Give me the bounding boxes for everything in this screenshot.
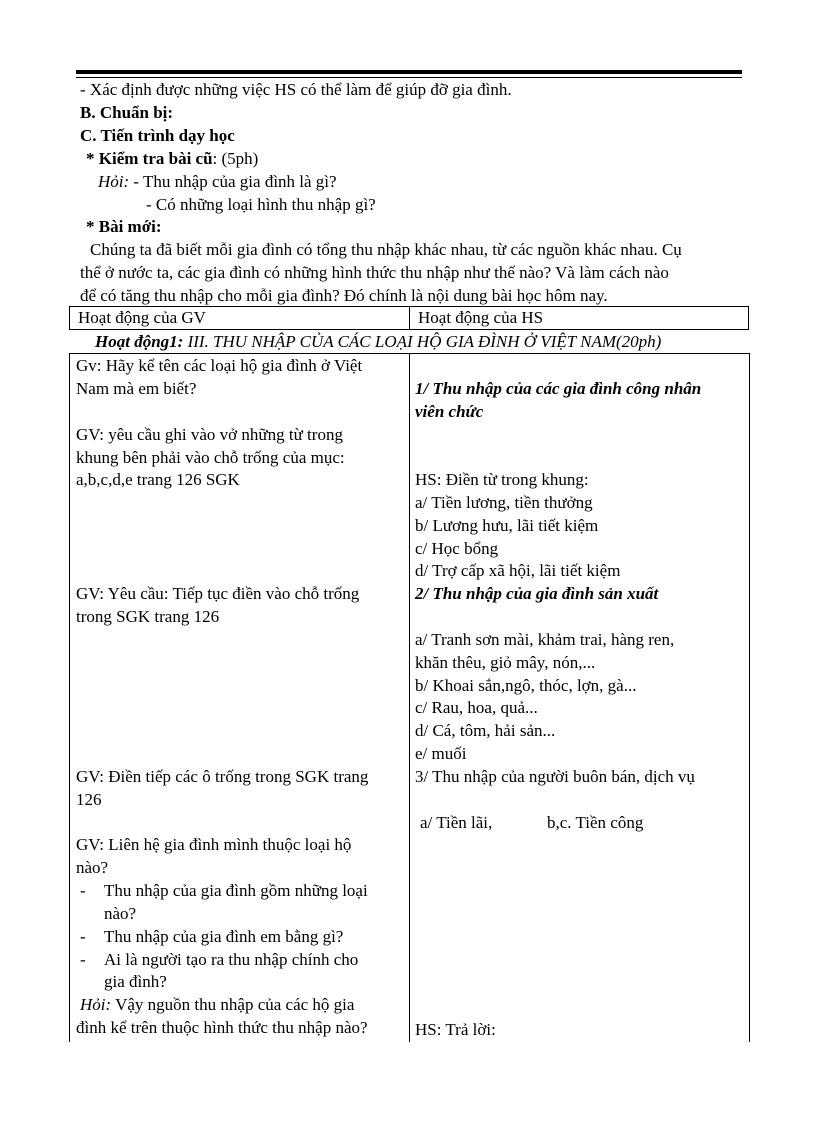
hs-answer-c: c/ Học bổng xyxy=(415,539,499,558)
check-time: : (5ph) xyxy=(212,149,259,168)
section-c-heading: C. Tiến trình dạy học xyxy=(80,126,235,145)
column-divider xyxy=(409,353,410,1042)
check-old-lesson xyxy=(86,148,258,170)
top-rule-thin xyxy=(76,77,742,78)
activity-label: Hoạt động1: xyxy=(95,332,184,351)
ask-final-label: Hỏi: xyxy=(80,995,112,1014)
bullet-dash: - xyxy=(80,927,86,946)
gv-relate-line-1: GV: Liên hệ gia đình mình thuộc loại hộ xyxy=(76,835,352,854)
objective-line: - Xác định được những việc HS có thể làm để giúp đỡ gia đình. xyxy=(80,80,512,99)
hs-answer-d: d/ Trợ cấp xã hội, lãi tiết kiệm xyxy=(415,561,621,580)
header-gv: Hoạt động của GV xyxy=(70,307,410,330)
gv-request-3-line-1: GV: Điền tiếp các ô trống trong SGK trang xyxy=(76,767,369,786)
hs-fill-instruction: HS: Điền từ trong khung: xyxy=(415,470,589,489)
hs-production-a: a/ Tranh sơn mài, khảm trai, hàng ren, xyxy=(415,630,675,649)
bullet-3-line-1: Ai là người tạo ra thu nhập chính cho xyxy=(104,950,359,969)
ask-final-line-2: đình kể trên thuộc hình thức thu nhập nào? xyxy=(76,1018,368,1037)
gv-request-1-line-1: GV: yêu cầu ghi vào vở những từ trong xyxy=(76,425,343,444)
gv-request-2-line-2: trong SGK trang 126 xyxy=(76,607,220,626)
hs-production-a-cont: khăn thêu, giỏ mây, nón,... xyxy=(415,653,596,672)
bullet-1-line-1: Thu nhập của gia đình gồm những loại xyxy=(104,881,368,900)
bullet-3-line-2: gia đình? xyxy=(104,972,167,991)
bullet-dash: - xyxy=(80,881,86,900)
section-b-heading: B. Chuẩn bị: xyxy=(80,103,174,122)
gv-question-1-line-1: Gv: Hãy kể tên các loại hộ gia đình ở Việt xyxy=(76,356,363,375)
intro-paragraph-line-1: Chúng ta đã biết mỗi gia đình có tổng thu nhập khác nhau, từ các nguồn khác nhau. Cụ xyxy=(90,240,682,259)
activity-title: III. THU NHẬP CỦA CÁC LOẠI HỘ GIA ĐÌNH Ở VIỆT NAM(20ph) xyxy=(183,332,662,351)
ask-label: Hỏi: xyxy=(98,172,130,191)
ask-final-text: Vậy nguồn thu nhập của các hộ gia xyxy=(111,995,355,1014)
gv-request-1-line-3: a,b,c,d,e trang 126 SGK xyxy=(76,470,240,489)
left-border xyxy=(69,353,70,1042)
hs-trade-a: a/ Tiền lãi, xyxy=(420,813,493,832)
gv-request-2-line-1: GV: Yêu cầu: Tiếp tục điền vào chỗ trống xyxy=(76,584,360,603)
ask-final xyxy=(80,994,354,1017)
gv-question-1-line-2: Nam mà em biết? xyxy=(76,379,197,398)
hs-answer-b: b/ Lương hưu, lãi tiết kiệm xyxy=(415,516,599,535)
hs-production-e: e/ muối xyxy=(415,744,467,763)
right-border xyxy=(749,353,750,1042)
top-rule xyxy=(76,70,742,74)
hs-production-c: c/ Rau, hoa, quả... xyxy=(415,698,538,717)
hs-answer-a: a/ Tiền lương, tiền thưởng xyxy=(415,493,593,512)
hs-answer-final: HS: Trả lời: xyxy=(415,1020,496,1039)
bullet-1-line-2: nào? xyxy=(104,904,137,923)
gv-request-3-line-2: 126 xyxy=(76,790,102,809)
gv-request-1-line-2: khung bên phải vào chỗ trống của mục: xyxy=(76,448,345,467)
hs-heading-1-line-1: 1/ Thu nhập của các gia đình công nhân xyxy=(415,379,702,398)
activity-row xyxy=(95,331,661,353)
ask-question-2: - Có những loại hình thu nhập gì? xyxy=(146,195,376,214)
hs-trade-bc: b,c. Tiền công xyxy=(547,813,644,832)
hs-production-d: d/ Cá, tôm, hải sản... xyxy=(415,721,556,740)
new-lesson-heading: * Bài mới: xyxy=(86,217,162,236)
activity-table-header xyxy=(69,306,749,330)
bullet-dash: - xyxy=(80,950,86,969)
bullet-2-line-1: Thu nhập của gia đình em bằng gì? xyxy=(104,927,344,946)
hs-production-b: b/ Khoai sắn,ngô, thóc, lợn, gà... xyxy=(415,676,637,695)
hs-heading-2: 2/ Thu nhập của gia đình sản xuất xyxy=(415,584,659,603)
header-hs: Hoạt động của HS xyxy=(410,307,749,330)
hs-heading-1-line-2: viên chức xyxy=(415,402,484,421)
intro-paragraph-line-3: để có tăng thu nhập cho mỗi gia đình? Đó chính là nội dung bài học hôm nay. xyxy=(80,286,608,305)
gv-relate-line-2: nào? xyxy=(76,858,109,877)
check-label: * Kiểm tra bài cũ xyxy=(86,149,213,168)
ask-question-1 xyxy=(98,171,337,193)
ask-q1: - Thu nhập của gia đình là gì? xyxy=(129,172,337,191)
hs-heading-3: 3/ Thu nhập của người buôn bán, dịch vụ xyxy=(415,767,695,786)
intro-paragraph-line-2: thể ở nước ta, các gia đình có những hình thức thu nhập như thế nào? Và làm cách nào xyxy=(80,263,669,282)
